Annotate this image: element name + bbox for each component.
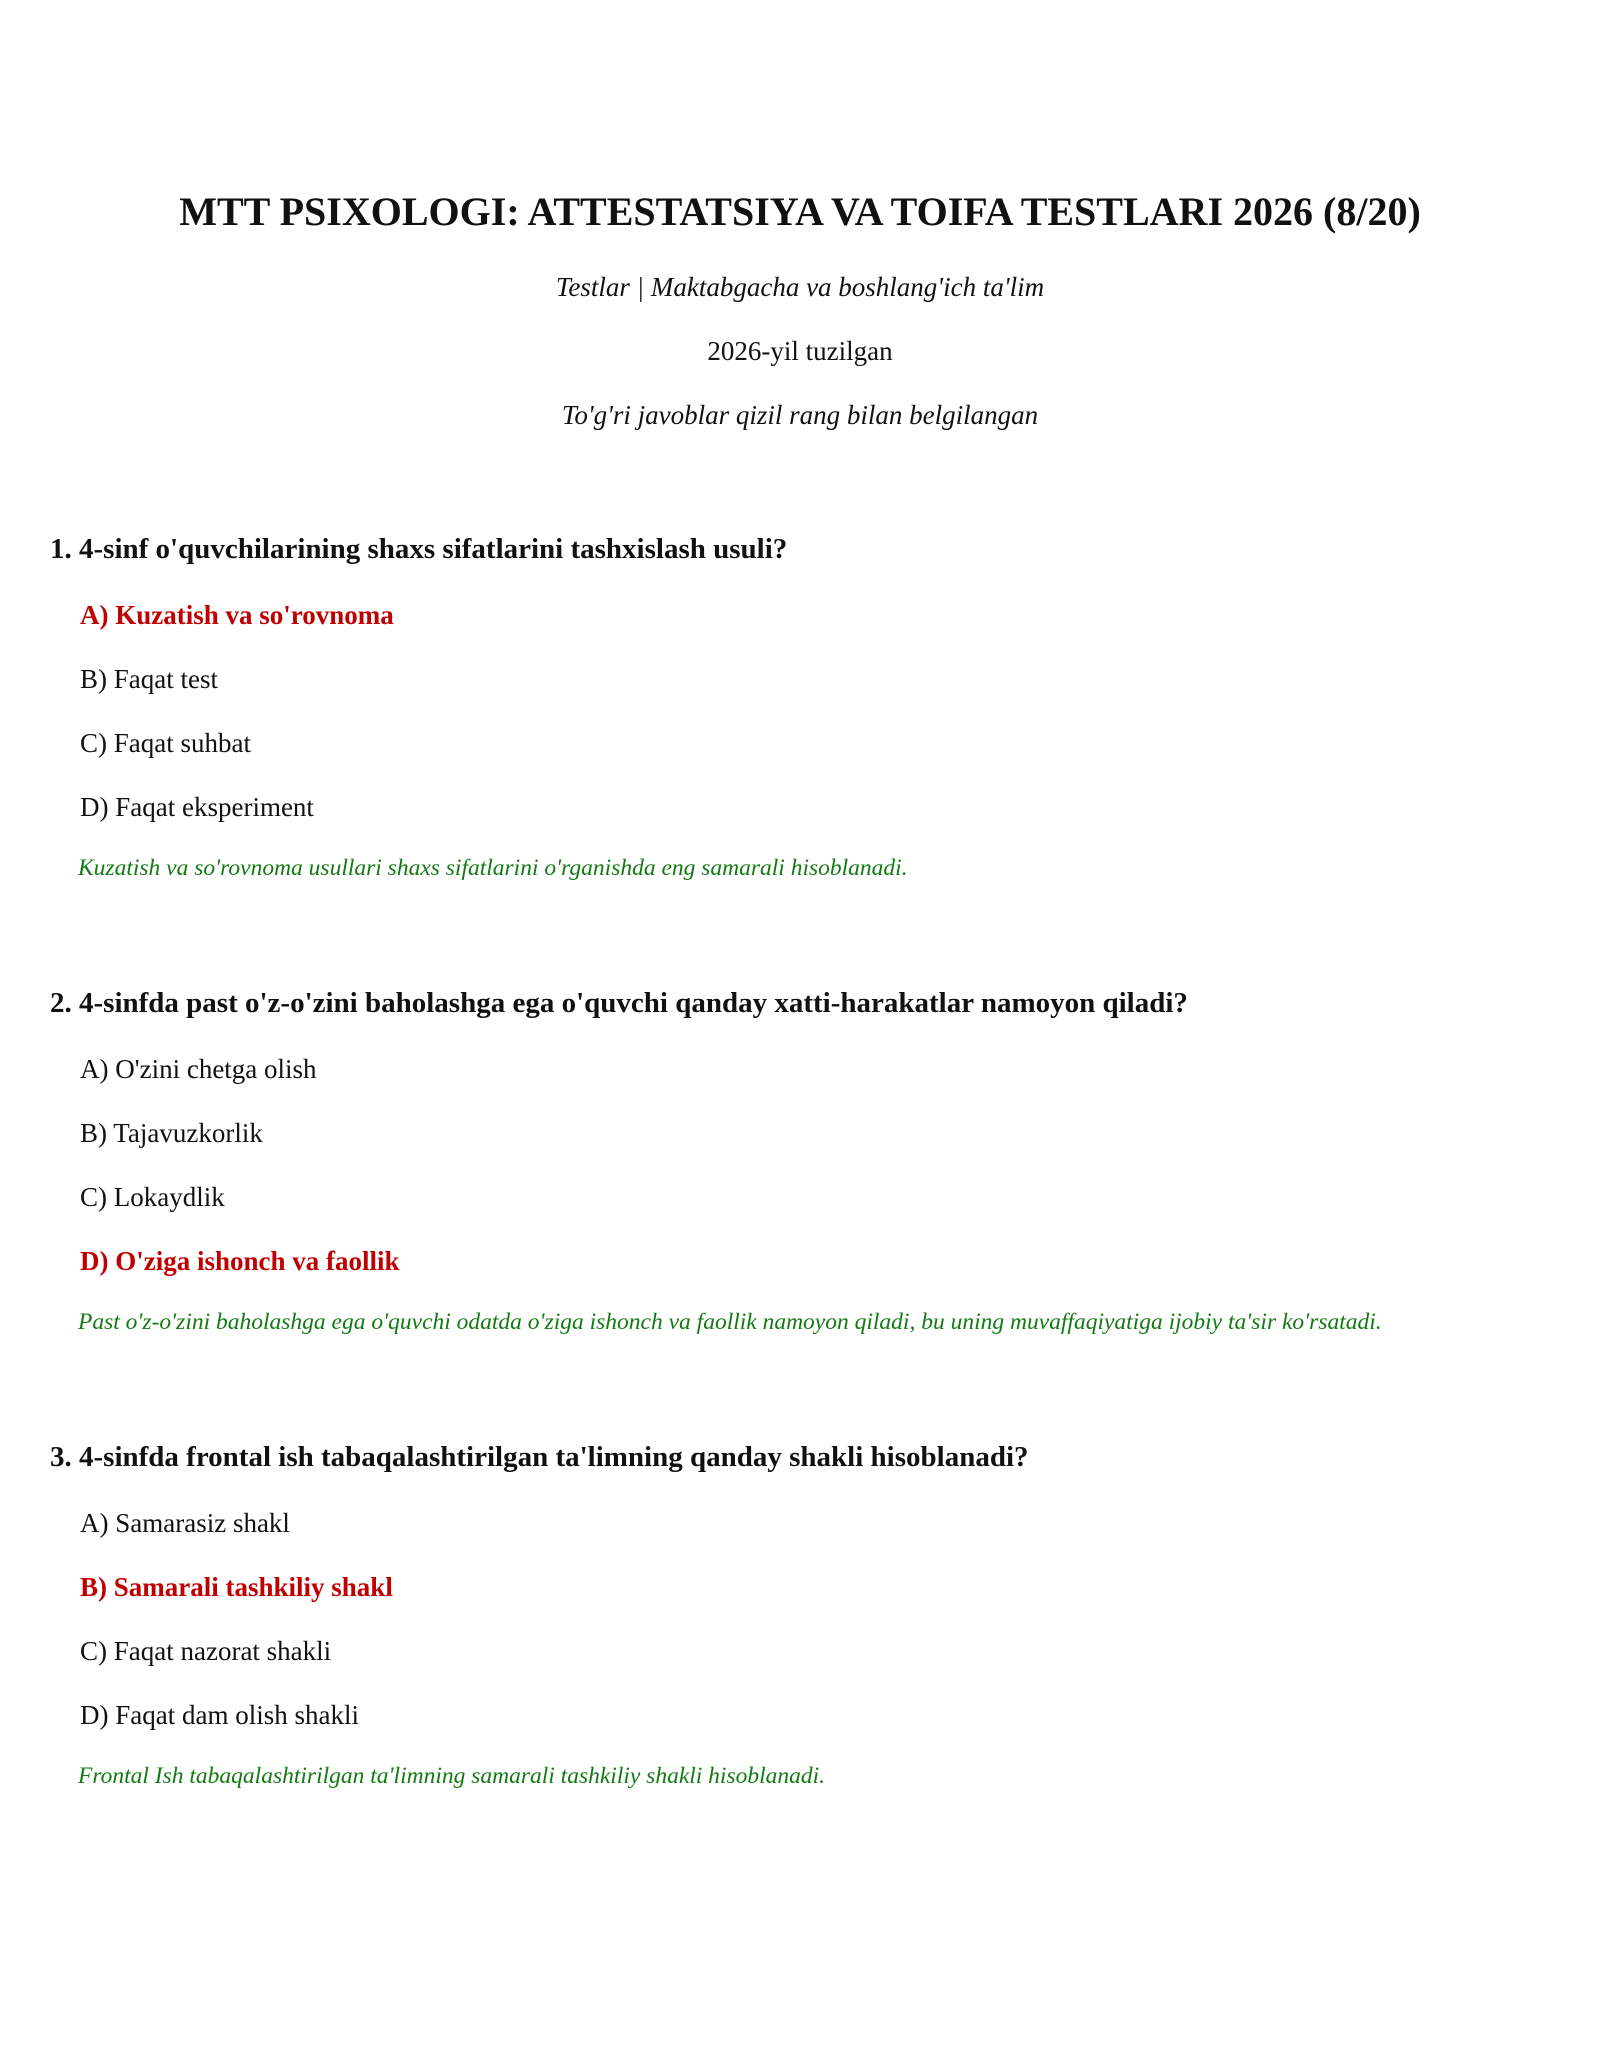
option-a: A) Samarasiz shakl (80, 1508, 290, 1538)
explanation: Kuzatish va so'rovnoma usullari shaxs sifatlarini o'rganishda eng samarali hisoblanadi. (78, 855, 908, 881)
option-c: C) Faqat nazorat shakli (80, 1636, 332, 1666)
option-a: A) O'zini chetga olish (80, 1054, 317, 1084)
option-c: C) Lokaydlik (80, 1182, 225, 1212)
option-a: A) Kuzatish va so'rovnoma (80, 600, 394, 630)
option-d: D) O'ziga ishonch va faollik (80, 1246, 400, 1276)
question-text: 1. 4-sinf o'quvchilarining shaxs sifatlarini tashxislash usuli? (50, 533, 788, 565)
document-created-note: 2026-yil tuzilgan (707, 336, 893, 366)
question-1 (50, 530, 1570, 884)
question-3 (50, 1438, 1570, 1792)
question-text: 2. 4-sinfda past o'z-o'zini baholashga ega o'quvchi qanday xatti-harakatlar namoyon qiladi? (50, 987, 1188, 1019)
option-b: B) Tajavuzkorlik (80, 1118, 263, 1148)
document-title: MTT PSIXOLOGI: ATTESTATSIYA VA TOIFA TESTLARI 2026 (8/20) (179, 189, 1421, 234)
answer-key-note: To'g'ri javoblar qizil rang bilan belgilangan (561, 400, 1039, 430)
option-d: D) Faqat dam olish shakli (80, 1700, 359, 1730)
option-b: B) Samarali tashkiliy shakl (80, 1572, 393, 1602)
question-text: 3. 4-sinfda frontal ish tabaqalashtirilgan ta'limning qanday shakli hisoblanadi? (50, 1441, 1029, 1473)
document-subtitle: Testlar | Maktabgacha va boshlang'ich ta'lim (555, 272, 1045, 302)
option-d: D) Faqat eksperiment (80, 792, 314, 822)
explanation: Past o'z-o'zini baholashga ega o'quvchi odatda o'ziga ishonch va faollik namoyon qiladi, bu uning muvaffaqiyatiga ijobiy ta'sir ko'rsatadi. (78, 1309, 1382, 1335)
question-2 (50, 984, 1570, 1338)
option-c: C) Faqat suhbat (80, 728, 251, 758)
explanation: Frontal Ish tabaqalashtirilgan ta'limning samarali tashkiliy shakli hisoblanadi. (78, 1763, 826, 1789)
option-b: B) Faqat test (80, 664, 218, 694)
